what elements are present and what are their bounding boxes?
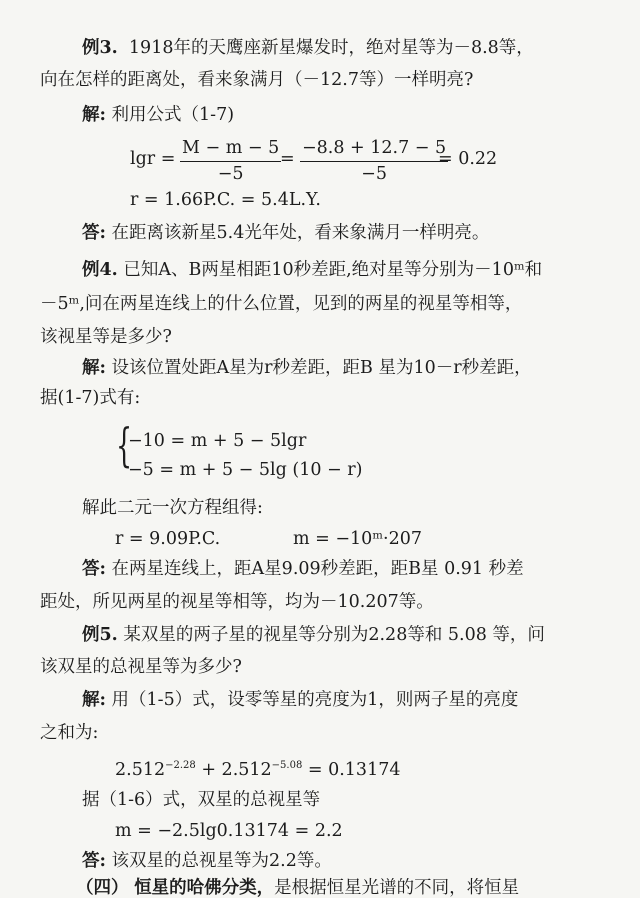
formula-result: = 0.22 [438,149,498,169]
solution-5-line-1: 解: 用（1-5）式，设零等星的亮度为1，则两子星的亮度 [82,690,519,710]
brightness-sum-formula: $2.512^{-2.28} + 2.512^{-5.08} = 0.13174$ [115,760,401,780]
example-4-line-2: －5ᵐ,问在两星连线上的什么位置，见到的两星的视星等相等， [40,294,523,314]
answer-4-line-2: 距处，所见两星的视星等相等，均为－10.207等。 [40,592,434,612]
fraction-numerator: −8.8 + 12.7 − 5 [300,140,448,162]
fraction-denominator: −5 [217,163,244,184]
fraction-denominator: −5 [361,163,387,184]
fraction-formula [180,140,281,183]
fraction-numerator: M − m − 5 [180,140,281,162]
section-4-heading: （四） 恒星的哈佛分类，是根据恒星光谱的不同，将恒星 [76,878,520,898]
example-5-title: 例5. [82,625,118,645]
distance-result: r = 1.66P.C. = 5.4L.Y. [130,190,321,210]
equation-brace: { [116,418,133,472]
solution-label: 解: [82,690,106,710]
answer-3: 答: 在距离该新星5.4光年处，看来象满月一样明亮。 [82,223,490,243]
solution-4-line-1: 解: 设该位置处距A星为r秒差距，距B 星为10－r秒差距， [82,358,532,378]
example-3-line-1: 例3. 1918年的天鹰座新星爆发时，绝对星等为－8.8等， [82,38,534,58]
example-3-title: 例3. [82,38,118,58]
section-4-title: 恒星的哈佛分类， [134,878,275,898]
example-5-line-1: 例5. 某双星的两子星的视星等分别为2.28等和 5.08 等，问 [82,625,545,645]
magnitude-equation: m = −2.5lg0.13174 = 2.2 [115,821,343,841]
solve-text: 解此二元一次方程组得: [82,498,263,518]
example-4-line-1: 例4. 已知A、B两星相距10秒差距,绝对星等分别为－10ᵐ和 [82,260,543,280]
equation-b: −5 = m + 5 − 5lg (10 − r) [128,460,363,480]
fraction-substituted [300,140,448,183]
solution-label: 解: [82,358,106,378]
example-4-line-3: 该视星等是多少? [40,327,172,347]
example-4-title: 例4. [82,260,118,280]
answer-label: 答: [82,223,106,243]
example-5-line-2: 该双星的总视星等为多少? [40,657,242,677]
answer-4-line-1: 答: 在两星连线上，距A星9.09秒差距，距B星 0.91 秒差 [82,559,524,579]
solution-5-line-3: 据（1-6）式，双星的总视星等 [82,790,321,810]
formula-lhs: lgr = [130,149,176,169]
answer-label: 答: [82,559,106,579]
solution-4-line-2: 据(1-7)式有: [40,388,141,408]
solution-label: 解: [82,105,106,125]
solution-3-intro: 解: 利用公式（1-7) [82,105,235,125]
r-value: r = 9.09P.C. [115,529,221,549]
answer-label: 答: [82,851,106,871]
solution-5-line-2: 之和为: [40,723,99,743]
answer-5: 答: 该双星的总视星等为2.2等。 [82,851,332,871]
example-3-line-2: 向在怎样的距离处，看来象满月（－12.7等）一样明亮? [40,70,474,90]
equals-sign: = [280,149,295,169]
m-value: m = −10ᵐ·207 [293,529,423,549]
equation-a: −10 = m + 5 − 5lgr [128,431,307,451]
